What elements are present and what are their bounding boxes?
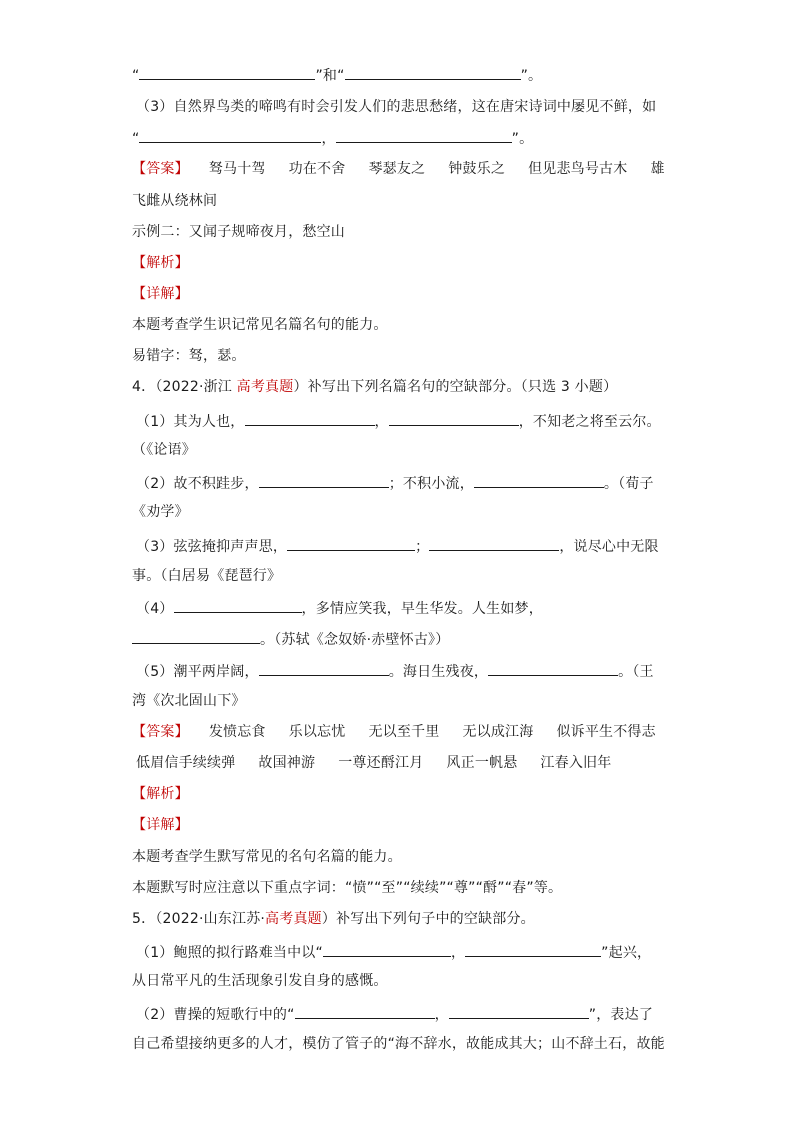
analysis-label: 【解析】 (132, 255, 189, 271)
text-segment: 。海日生残夜， (388, 664, 489, 680)
q4-answer-row-2 (136, 753, 666, 773)
text-segment: ， (434, 1007, 449, 1023)
answer-item: 无以至千里 (368, 724, 440, 740)
q3-detail-text: 本题考查学生识记常见名篇名句的能力。 (132, 317, 388, 333)
question-number: 5． (132, 911, 156, 927)
q4-detail-text: 本题考查学生默写常见的名句名篇的能力。 (132, 849, 402, 865)
q4-part5 (136, 660, 666, 680)
answer-blank (139, 64, 315, 80)
text-segment: （1）其为人也， (136, 414, 245, 430)
source-close: ） (321, 911, 337, 927)
detail-label: 【详解】 (132, 817, 189, 833)
question-instruction: 补写出下列名篇名句的空缺部分。（只选 3 小题） (307, 379, 618, 395)
answer-item: 一尊还酹江月 (338, 755, 424, 771)
answer-blank (132, 628, 260, 644)
answer-blank (345, 64, 521, 80)
q3-part3-blanks (132, 127, 662, 147)
answer-blank (245, 410, 375, 426)
text-segment: （5）潮平两岸阔， (136, 664, 259, 680)
answer-item: 故国神游 (258, 755, 316, 771)
answer-blank (336, 127, 512, 143)
q3-example: 示例二：又闻子规啼夜月，愁空山 (132, 224, 345, 240)
q4-part2-source: 《劝学》 (132, 504, 189, 520)
q5-part2-continued: 自己希望接纳更多的人才，模仿了管子的“海不辞水，故能成其大；山不辞土石，故能 (132, 1036, 665, 1052)
text-segment: 。（荀子 (603, 476, 654, 492)
answer-item: 低眉信手续续弹 (136, 755, 236, 771)
answer-label: 【答案】 (132, 161, 189, 177)
text-segment: （2）曹操的短歌行中的“ (136, 1007, 295, 1023)
analysis-label: 【解析】 (132, 786, 189, 802)
text-segment: ； (415, 539, 430, 555)
q5-header (132, 909, 662, 929)
answer-item: 风正一帆悬 (446, 755, 518, 771)
question-source: （2022·山东江苏· (155, 911, 266, 927)
quote-close: ”。 (511, 131, 534, 147)
question-instruction: 补写出下列句子中的空缺部分。 (336, 911, 535, 927)
q4-part4-continued (132, 628, 662, 648)
quote-open: “ (132, 131, 140, 147)
q4-answer-row (132, 722, 662, 742)
question-number: 4． (132, 379, 156, 395)
answer-item: 但见悲鸟号古木 (528, 161, 628, 177)
answer-blank (474, 472, 604, 488)
text-segment: （3）弦弦掩抑声声思， (136, 539, 288, 555)
q4-part3 (136, 535, 666, 555)
text-segment: ”起兴， (601, 945, 652, 961)
answer-blank (323, 941, 451, 957)
quote-close: ”。 (520, 68, 543, 84)
q3-answer-row (132, 159, 665, 179)
answer-item: 功在不舍 (288, 161, 346, 177)
text-segment: ，多情应笑我，早生华发。人生如梦， (301, 601, 543, 617)
answer-blank (488, 660, 618, 676)
answer-blank (389, 410, 519, 426)
answer-blank (465, 941, 601, 957)
q4-part4 (136, 597, 666, 617)
quote-connector: ”和“ (315, 68, 345, 84)
answer-label: 【答案】 (132, 724, 189, 740)
answer-blank (429, 535, 559, 551)
answer-item: 似诉平生不得志 (556, 724, 656, 740)
q3-part3-text: （3）自然界鸟类的啼鸣有时会引发人们的悲思愁绪，这在唐宋诗词中屡见不鲜，如 (136, 99, 657, 115)
text-segment: ， (450, 945, 466, 961)
answer-item: 发愤忘食 (208, 724, 266, 740)
text-segment: （2）故不积跬步， (136, 476, 259, 492)
text-segment: ， (374, 414, 389, 430)
answer-blank (259, 660, 389, 676)
answer-blank (449, 1003, 589, 1019)
answer-item: 雄 (650, 161, 665, 177)
text-segment: ，说尽心中无限 (559, 539, 659, 555)
q5-part1 (136, 941, 666, 961)
answer-item: 琴瑟友之 (368, 161, 426, 177)
source-tag: 高考真题 (236, 379, 294, 395)
detail-label: 【详解】 (132, 286, 189, 302)
q4-part3-source: 事。（白居易《琵琶行》 (132, 568, 282, 584)
q4-note: 本题默写时应注意以下重点字词：“愤”“至”“续续”“尊”“酹”“春”等。 (132, 880, 563, 896)
answer-item: 乐以忘忧 (288, 724, 346, 740)
q4-part1 (136, 410, 666, 430)
quote-open: “ (132, 68, 140, 84)
answer-item: 驽马十驾 (208, 161, 266, 177)
text-segment: 。（王 (618, 664, 654, 680)
q4-part5-source: 湾《次北固山下》 (132, 693, 246, 709)
q4-part2 (136, 472, 666, 492)
answer-item: 江春入旧年 (540, 755, 612, 771)
text-segment: ，不知老之将至云尔。 (518, 414, 661, 430)
source-tag: 高考真题 (265, 911, 322, 927)
text-segment: ；不积小流， (388, 476, 474, 492)
text-segment: （1）鲍照的拟行路难当中以“ (136, 945, 323, 961)
answer-blank (295, 1003, 435, 1019)
text-segment: （4） (136, 601, 174, 617)
q5-part1-continued: 从日常平凡的生活现象引发自身的感慨。 (132, 973, 388, 989)
answer-blank (259, 472, 389, 488)
answer-blank (174, 597, 302, 613)
source-close: ） (293, 379, 308, 395)
q3-error-chars: 易错字：驽，瑟。 (132, 348, 246, 364)
q4-header (132, 377, 662, 397)
q3-line-blanks (132, 64, 662, 84)
text-segment: ”，表达了 (588, 1007, 654, 1023)
q5-part2 (136, 1003, 666, 1023)
question-source: （2022·浙江 (155, 379, 237, 395)
answer-item: 钟鼓乐之 (448, 161, 506, 177)
q4-part1-source: （《论语》 (132, 442, 196, 458)
answer-blank (139, 127, 321, 143)
answer-blank (287, 535, 415, 551)
text-segment: 。（苏轼《念奴娇·赤壁怀古》） (260, 632, 450, 648)
q3-answer-continued: 飞雌从绕林间 (132, 193, 218, 209)
comma: ， (321, 131, 336, 147)
answer-item: 无以成江海 (462, 724, 534, 740)
